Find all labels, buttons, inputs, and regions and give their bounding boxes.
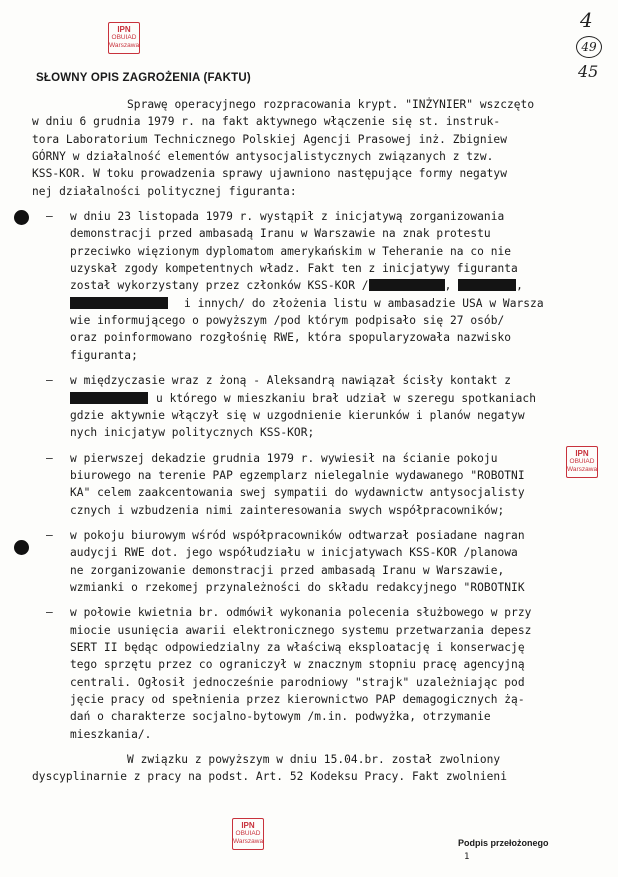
- text-line: dyscyplinarnie z pracy na podst. Art. 52 Kodeksu Pracy. Fakt zwolnieni: [32, 770, 507, 784]
- closing-paragraph: [32, 751, 602, 786]
- bullet-dash: –: [46, 528, 53, 542]
- bullet-dash: –: [46, 374, 53, 388]
- text-line: wie informującego o powyższym /pod którym podpisało się 27 osób/: [70, 314, 505, 328]
- text-line: ne zorganizowanie demonstracji przed ambasadą Iranu w Warszawie,: [70, 563, 505, 577]
- text-line: miocie usunięcia awarii elektronicznego systemu przetwarzania depesz: [70, 623, 532, 637]
- bullet-dash: –: [46, 210, 53, 224]
- handwritten-page-number: 45: [578, 62, 599, 81]
- bullet-dash: –: [46, 451, 53, 465]
- text-segment: u którego w mieszkaniu brał udział w szeregu spotkaniach: [156, 391, 536, 405]
- text-line: w pierwszej dekadzie grudnia 1979 r. wywiesił na ścianie pokoju: [70, 451, 498, 465]
- text-line: w dniu 23 listopada 1979 r. wystąpił z inicjatywą zorganizowania: [70, 210, 505, 224]
- bullet-dash: –: [46, 606, 53, 620]
- stamp-line-warszawa: Warszawa: [233, 838, 264, 845]
- text-line-with-redactions: został wykorzystany przez członków KSS-KOR / , ,: [70, 279, 523, 293]
- signature-mark: 1: [464, 852, 470, 862]
- text-line: W związku z powyższym w dniu 15.04.br. został zwolniony: [127, 753, 501, 767]
- text-line: jęcie pracy od spełnienia przez kierownictwo PAP demagogicznych żą-: [70, 693, 525, 706]
- text-line-with-redaction: [70, 295, 602, 312]
- text-segment: i innych/ do złożenia listu w ambasadzie USA w Warsza: [184, 296, 544, 310]
- text-line: audycji RWE dot. jego współudziału w inicjatywach KSS-KOR /planowa: [70, 546, 518, 560]
- text-line: uzyskał zgody kompetentnych władz. Fakt ten z inicjatywy figuranta: [70, 262, 518, 276]
- stamp-line-ipn: IPN: [241, 821, 255, 830]
- text-line: centrali. Ogłosił jednocześnie parodniowy "strajk" uzależniając pod: [70, 675, 525, 689]
- text-line: Sprawę operacyjnego rozpracowania krypt. "INŻYNIER" wszczęto: [127, 98, 535, 111]
- text-line: nej działalności politycznej figuranta:: [32, 184, 297, 198]
- text-line: biurowego na terenie PAP egzemplarz nielegalnie wydawanego "ROBOTNI: [70, 468, 525, 482]
- text-line: w dniu 6 grudnia 1979 r. na fakt aktywnego włączenie się st. instruk-: [32, 115, 501, 129]
- stamp-line-ipn: IPN: [575, 449, 589, 458]
- list-item-2: [32, 372, 602, 441]
- text-line: wzmianki o rzekomej przynależności do składu redakcyjnego "ROBOTNIK: [70, 580, 525, 594]
- text-line: figuranta;: [70, 348, 138, 362]
- redaction-block: [369, 279, 445, 291]
- text-line: mieszkania/.: [70, 727, 152, 741]
- stamp-line-ipn: IPN: [117, 25, 131, 34]
- document-heading: SŁOWNY OPIS ZAGROŻENIA (FAKTU): [36, 72, 251, 84]
- ipn-stamp-top: [108, 22, 140, 54]
- text-line: gdzie aktywnie włączył się w uzgodnienie kierunków i planów negatyw: [70, 408, 525, 422]
- text-line: cznych i wzbudzenia nimi zainteresowania swych współpracowników;: [70, 503, 505, 517]
- document-body: [32, 96, 602, 786]
- text-line: przeciwko więzionym dyplomatom amerykańskim w Teheranie na co nie: [70, 244, 512, 258]
- text-line: oraz poinformowano rozgłośnię RWE, która spopularyzowała nazwisko: [70, 331, 512, 345]
- text-line-with-redaction: [70, 390, 602, 407]
- redaction-block: [70, 297, 168, 309]
- stamp-line-warszawa: Warszawa: [109, 42, 140, 49]
- text-line: w pokoju biurowym wśród współpracowników odtwarzał posiadane nagran: [70, 528, 525, 542]
- stamp-line-obuiad: OBUIAD: [235, 830, 261, 837]
- handwritten-top-mark: 4: [580, 8, 593, 32]
- text-line: dań o charakterze socjalno-bytowym /m.in. podwyżka, otrzymanie: [70, 710, 491, 724]
- list-item-4: [32, 527, 602, 596]
- redaction-block: [70, 392, 148, 404]
- ipn-stamp-bottom: [232, 818, 264, 850]
- text-line: tego sprzętu przez co ograniczył w znacznym stopniu pracę agencyjną: [70, 658, 525, 672]
- text-line: GÓRNY w działalność elementów antysocjalistycznych związanych z tzw.: [32, 150, 494, 164]
- text-line: KA" celem zaakcentowania swej sympatii do wydawnictw antysocjalisty: [70, 486, 525, 500]
- text-line: nych inicjatyw politycznych KSS-KOR;: [70, 426, 315, 440]
- redaction-block: [458, 279, 516, 291]
- text-line: w połowie kwietnia br. odmówił wykonania polecenia służbowego w przy: [70, 606, 532, 620]
- signature-label: Podpis przełożonego: [458, 838, 549, 848]
- stamp-line-warszawa: Warszawa: [567, 466, 598, 473]
- intro-paragraph: [32, 96, 602, 200]
- punch-hole: [14, 210, 29, 225]
- list-item-3: [32, 450, 602, 519]
- stamp-line-obuiad: OBUIAD: [111, 34, 137, 41]
- punch-hole: [14, 540, 29, 555]
- list-item-5: [32, 604, 602, 743]
- text-line: KSS-KOR. W toku prowadzenia sprawy ujawniono następujące formy negatyw: [32, 167, 507, 181]
- stamp-line-obuiad: OBUIAD: [569, 458, 595, 465]
- handwritten-circled-number: 49: [576, 36, 602, 58]
- text-line: tora Laboratorium Technicznego Polskiej Agencji Prasowej inż. Zbigniew: [32, 132, 507, 146]
- text-segment: został wykorzystany przez członków KSS-KOR /: [70, 279, 369, 293]
- text-line: demonstracji przed ambasadą Iranu w Warszawie na znak protestu: [70, 227, 491, 241]
- text-line: SERT II będąc odpowiedzialny za właściwą eksploatację i konserwację: [70, 640, 525, 654]
- text-line: w międzyczasie wraz z żoną - Aleksandrą nawiązał ścisły kontakt z: [70, 374, 512, 388]
- list-item-1: [32, 208, 602, 364]
